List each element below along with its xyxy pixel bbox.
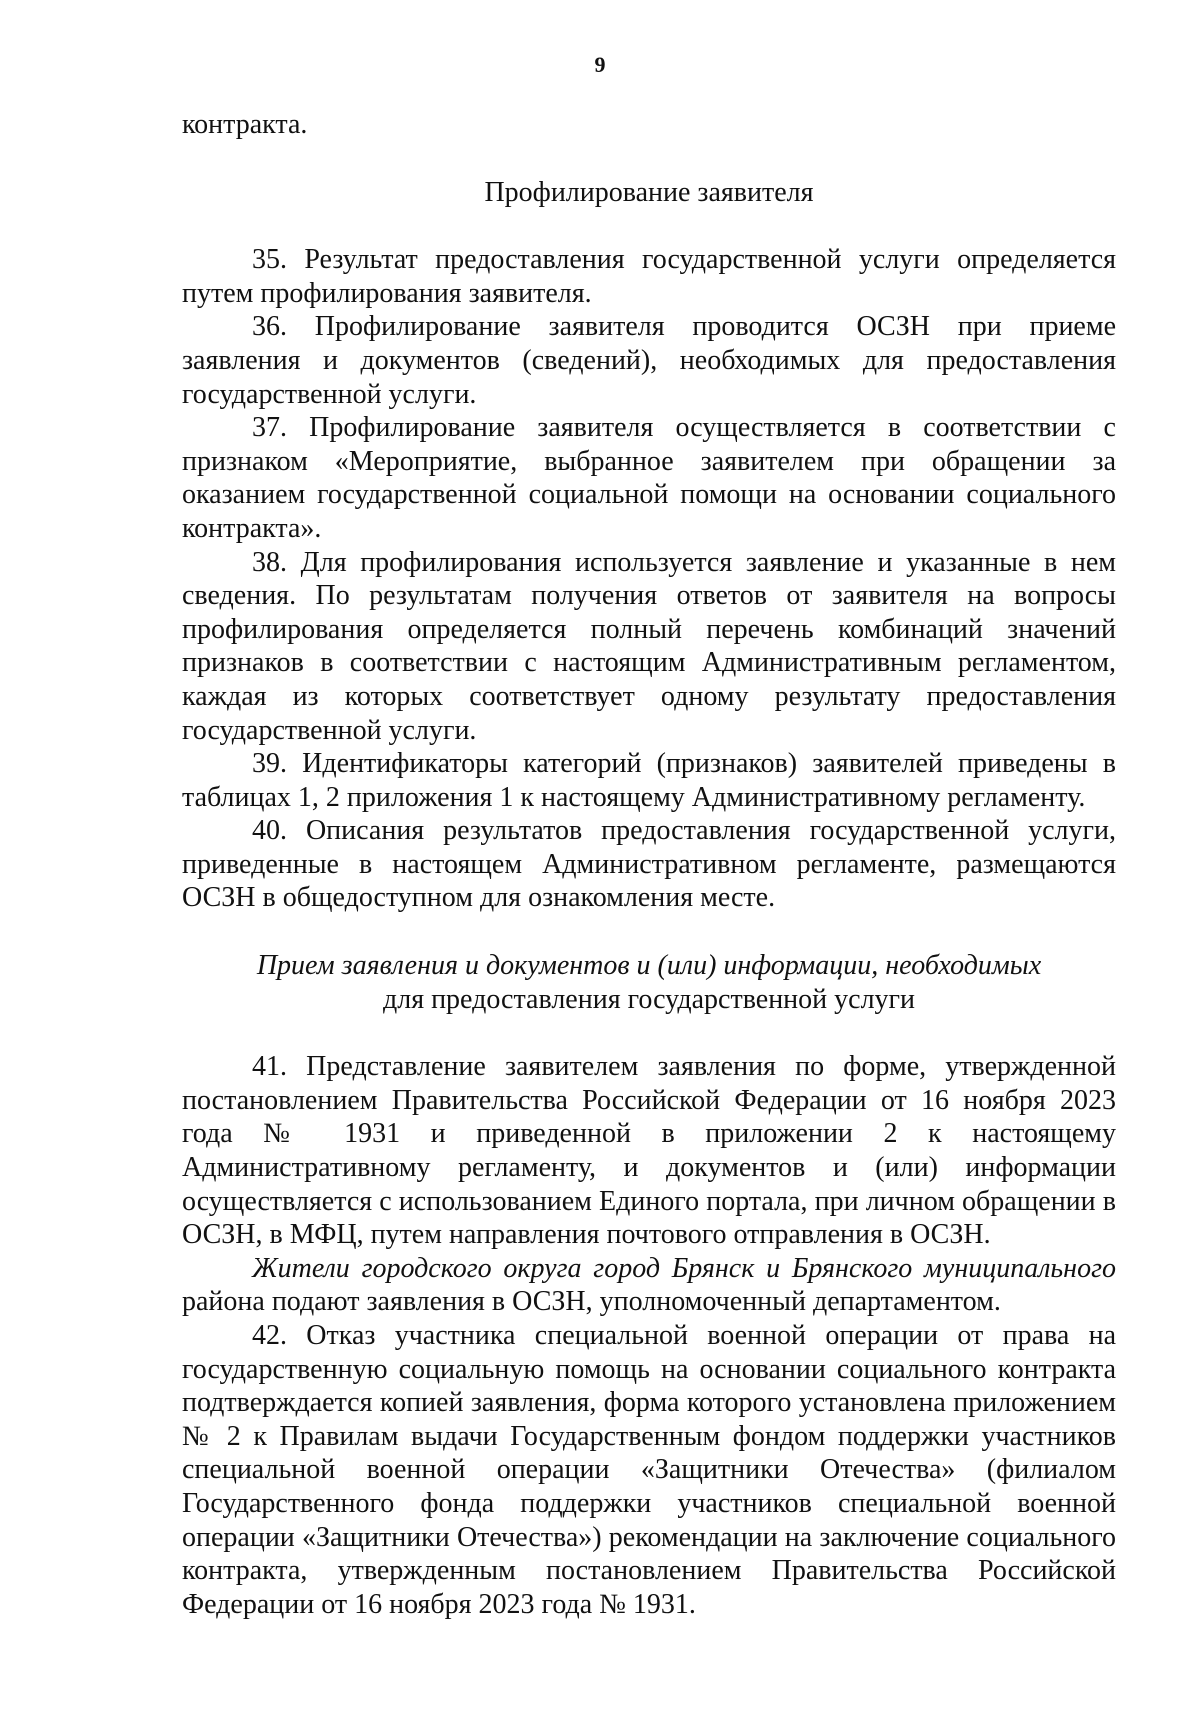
- paragraph-40: 40. Описания результатов предоставления государственной услуги, приведенные в настоящем Административном регламенте, размещаются ОСЗН в общедоступном для ознакомления месте.: [182, 815, 1116, 914]
- paragraph-residents: [182, 1252, 1116, 1319]
- page-number: 9: [594, 52, 606, 77]
- paragraph-36: 36. Профилирование заявителя проводится ОСЗН при приеме заявления и документов (сведений), необходимых для предоставления государственной услуги.: [182, 311, 1116, 410]
- section-heading-profiling: Профилирование заявителя: [484, 176, 814, 208]
- leading-fragment: контракта.: [182, 109, 308, 140]
- residents-italic: Жители городского округа город Брянск и Брянского муниципального: [252, 1252, 1116, 1284]
- section-heading-line2: для предоставления государственной услуги: [382, 983, 916, 1015]
- paragraph-39: 39. Идентификаторы категорий (признаков) заявителей приведены в таблицах 1, 2 приложения 1 к настоящему Административному регламенту.: [182, 748, 1116, 813]
- paragraph-41: 41. Представление заявителем заявления по форме, утвержденной постановлением Правительства Российской Федерации от 16 ноября 2023 года № 1931 и приведенной в приложении 2 к настоящему Административному регламенту, и документов и (или) информации осуществляется с использованием Единого портала, при личном обращении в ОСЗН, в МФЦ, путем направления почтового отправления в ОСЗН.: [182, 1051, 1116, 1251]
- residents-rest: района подают заявления в ОСЗН, уполномоченный департаментом.: [182, 1286, 1001, 1318]
- section-heading-line1: Прием заявления и документов и (или) информации, необходимых: [256, 950, 1042, 982]
- paragraph-37: 37. Профилирование заявителя осуществляется в соответствии с признаком «Мероприятие, выбранное заявителем при обращении за оказанием государственной социальной помощи на основании социального контракта».: [182, 412, 1116, 544]
- paragraph-35: 35. Результат предоставления государственной услуги определяется путем профилирования заявителя.: [182, 244, 1116, 309]
- paragraph-42: 42. Отказ участника специальной военной операции от права на государственную социальную помощь на основании социального контракта подтверждается копией заявления, форма которого установлена приложением № 2 к Правилам выдачи Государственным фондом поддержки участников специальной военной операции «Защитники Отечества» (филиалом Государственного фонда поддержки участников специальной военной операции «Защитники Отечества») рекомендации на заключение социального контракта, утвержденным постановлением Правительства Российской Федерации от 16 ноября 2023 года № 1931.: [182, 1320, 1116, 1620]
- section-heading-application: [182, 949, 1116, 1016]
- document-body: [182, 108, 1116, 1621]
- paragraph-38: 38. Для профилирования используется заявление и указанные в нем сведения. По результатам получения ответов от заявителя на вопросы профилирования определяется полный перечень комбинаций значений признаков в соответствии с настоящим Административным регламентом, каждая из которых соответствует одному результату предоставления государственной услуги.: [182, 546, 1116, 746]
